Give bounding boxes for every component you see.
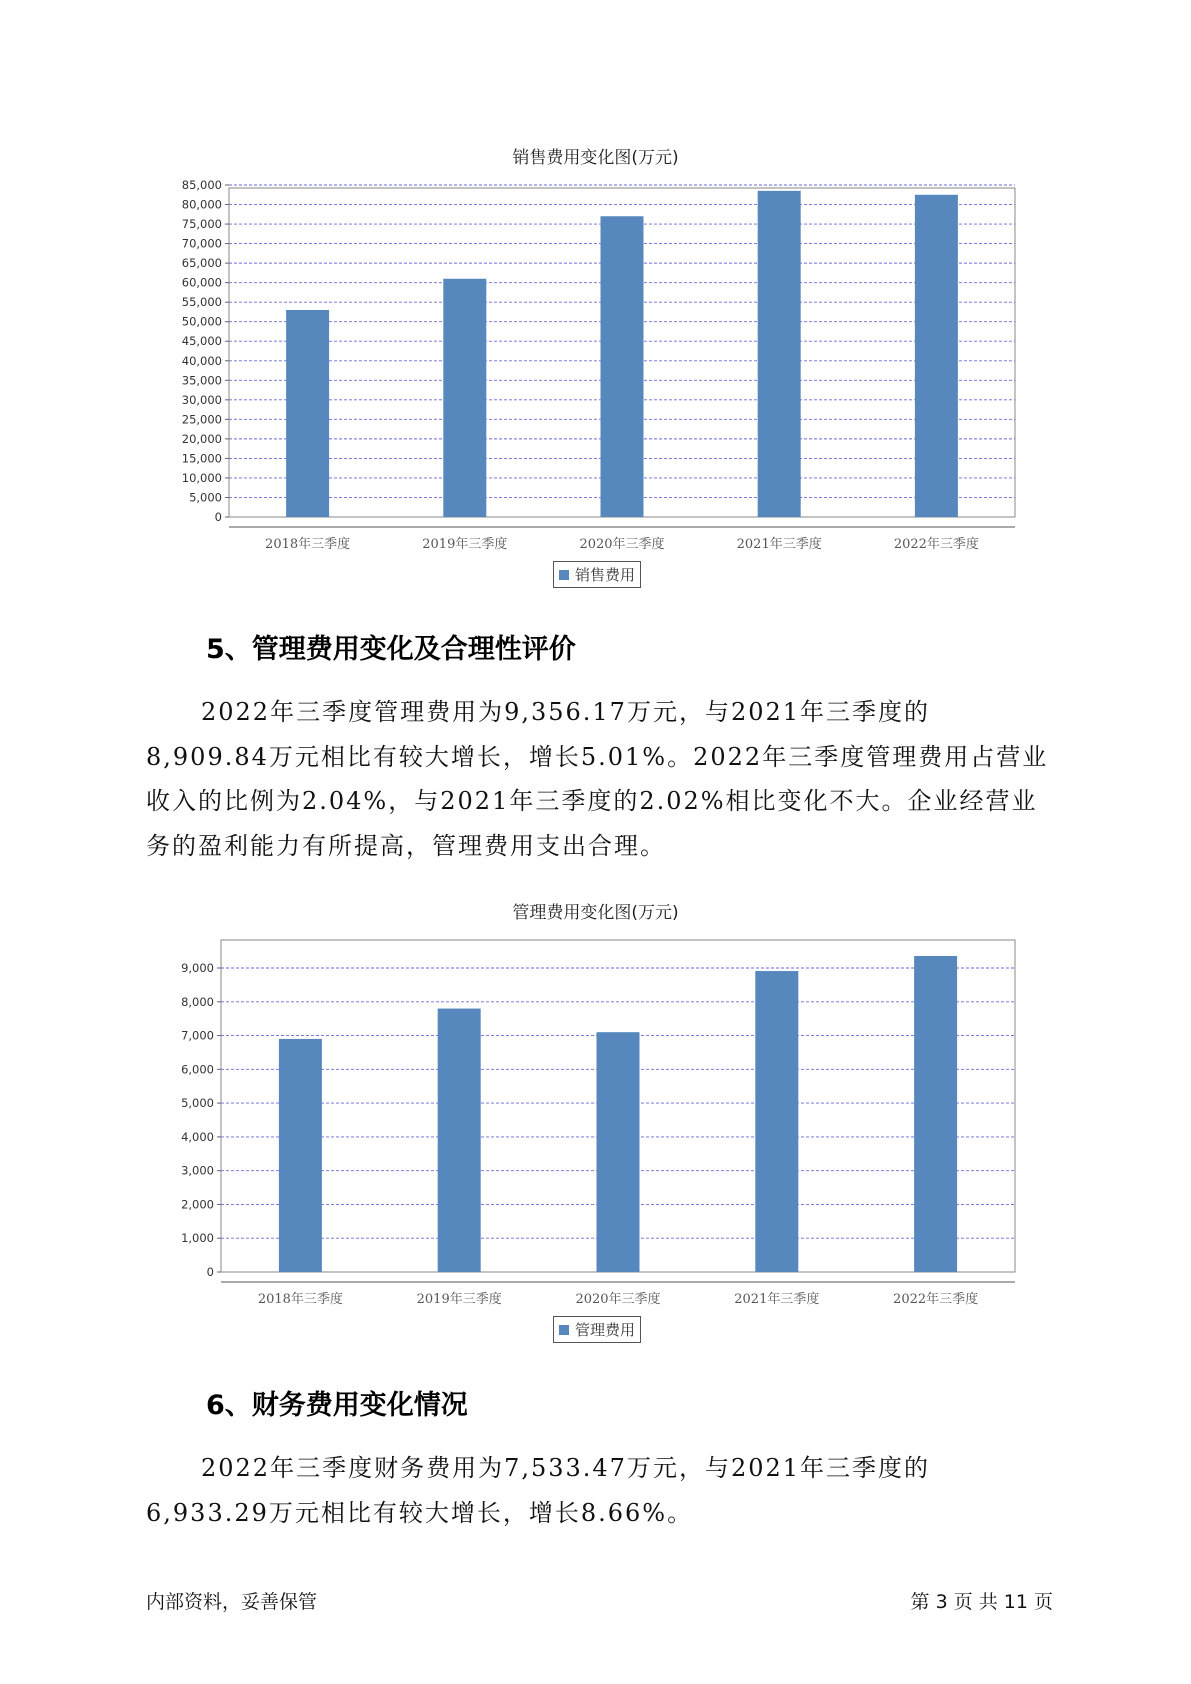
chart-title: 销售费用变化图(万元) (512, 148, 679, 168)
legend-label: 销售费用 (575, 566, 636, 584)
y-tick-label: 45,000 (181, 334, 222, 349)
section-paragraph: 2022年三季度财务费用为7,533.47万元，与2021年三季度的6,933.29万元相比有较大增长，增长8.66%。 (146, 1454, 931, 1527)
bar (443, 279, 486, 517)
bar (438, 1009, 481, 1272)
chart-legend (553, 1316, 641, 1343)
y-tick-label: 65,000 (181, 256, 222, 271)
x-tick-label: 2019年三季度 (416, 1292, 502, 1307)
chart-legend (553, 561, 641, 588)
bar (755, 971, 798, 1272)
y-tick-label: 5,000 (189, 490, 222, 505)
y-tick-label: 85,000 (181, 178, 222, 192)
y-tick-label: 0 (214, 510, 222, 524)
bar (286, 310, 329, 517)
section-heading: 5、管理费用变化及合理性评价 (206, 634, 576, 665)
admin-expense-chart (0, 925, 1191, 1305)
chart-title: 管理费用变化图(万元) (512, 903, 679, 923)
x-tick-label: 2018年三季度 (265, 537, 351, 552)
x-tick-label: 2022年三季度 (893, 1292, 979, 1307)
y-tick-label: 30,000 (181, 392, 222, 407)
y-tick-label: 7,000 (181, 1028, 214, 1043)
page-number: 第 3 页 共 11 页 (910, 1591, 1053, 1613)
y-tick-label: 2,000 (181, 1197, 214, 1212)
y-tick-label: 50,000 (181, 314, 222, 329)
y-tick-label: 8,000 (181, 994, 214, 1009)
y-tick-label: 40,000 (181, 353, 222, 368)
y-tick-label: 4,000 (181, 1129, 214, 1144)
bar (597, 1032, 640, 1272)
y-tick-label: 35,000 (181, 373, 222, 388)
x-tick-label: 2021年三季度 (734, 1292, 820, 1307)
y-tick-label: 3,000 (181, 1163, 214, 1178)
bar (914, 956, 957, 1272)
y-tick-label: 80,000 (181, 197, 222, 212)
y-tick-label: 60,000 (181, 275, 222, 290)
y-tick-label: 1,000 (181, 1231, 214, 1246)
x-tick-label: 2019年三季度 (422, 537, 508, 552)
legend-swatch (559, 1325, 569, 1335)
legend-label: 管理费用 (575, 1321, 636, 1339)
y-tick-label: 70,000 (181, 236, 222, 251)
y-tick-label: 6,000 (181, 1062, 214, 1077)
bar (915, 195, 958, 517)
y-tick-label: 25,000 (181, 412, 222, 427)
y-tick-label: 55,000 (181, 295, 222, 310)
bar (279, 1039, 322, 1272)
y-tick-label: 5,000 (181, 1096, 214, 1111)
legend-swatch (559, 570, 569, 580)
section-heading: 6、财务费用变化情况 (206, 1390, 468, 1421)
x-tick-label: 2021年三季度 (736, 537, 822, 552)
x-tick-label: 2022年三季度 (893, 537, 979, 552)
y-tick-label: 0 (206, 1265, 214, 1279)
y-tick-label: 9,000 (181, 961, 214, 975)
footer-left: 内部资料，妥善保管 (146, 1591, 318, 1613)
bar (601, 216, 644, 517)
y-tick-label: 15,000 (181, 451, 222, 466)
x-tick-label: 2020年三季度 (575, 1292, 661, 1307)
bar (758, 191, 801, 517)
x-tick-label: 2018年三季度 (257, 1292, 343, 1307)
y-tick-label: 75,000 (181, 217, 222, 232)
sales-expense-chart (0, 170, 1191, 550)
section-paragraph: 2022年三季度管理费用为9,356.17万元，与2021年三季度的8,909.84万元相比有较大增长，增长5.01%。2022年三季度管理费用占营业收入的比例为2.04%，与2021年三季度的2.02%相比变化不大。企业经营业务的盈利能力有所提高，管理费用支出合理。 (146, 698, 1049, 860)
y-tick-label: 10,000 (181, 470, 222, 485)
y-tick-label: 20,000 (181, 431, 222, 446)
x-tick-label: 2020年三季度 (579, 537, 665, 552)
